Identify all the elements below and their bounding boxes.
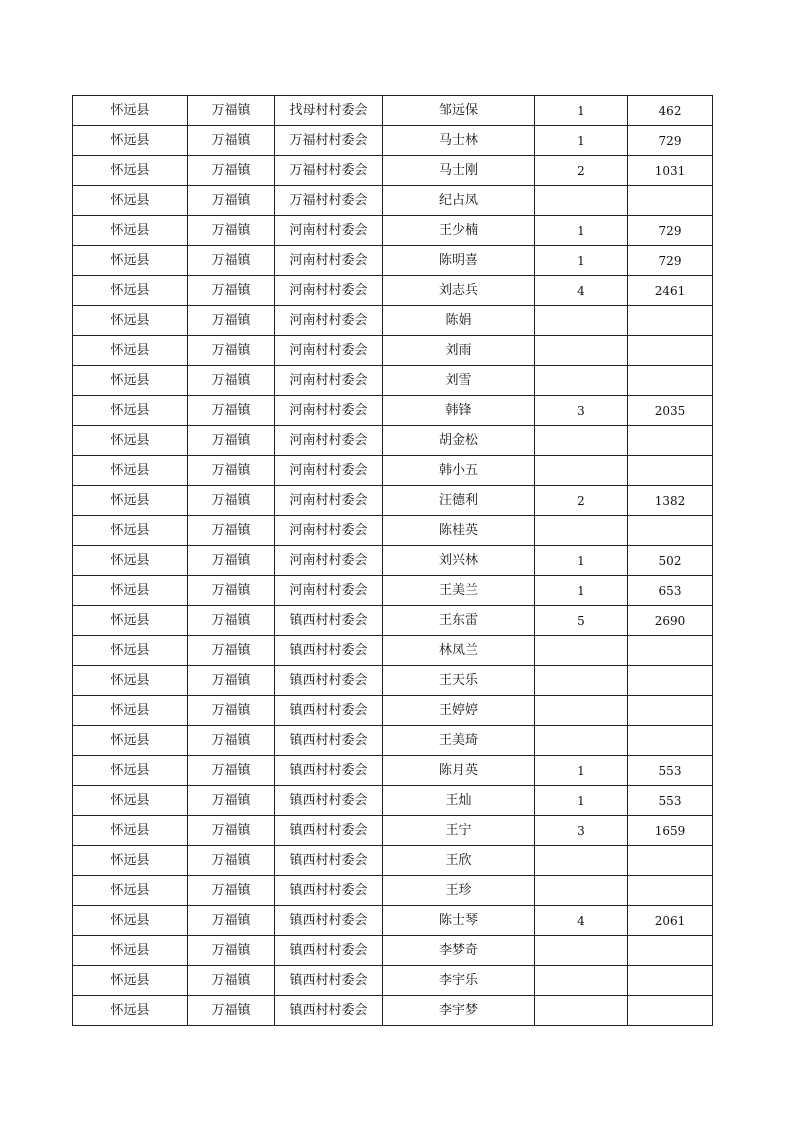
village-committee-cell: 河南村村委会 [275,396,383,426]
name-cell: 纪占凤 [383,186,535,216]
town-cell: 万福镇 [188,696,275,726]
county-cell: 怀远县 [73,756,188,786]
table-row [73,516,713,546]
town-cell: 万福镇 [188,126,275,156]
amount-cell [628,996,713,1026]
household-count-cell: 5 [535,606,628,636]
village-committee-cell: 镇西村村委会 [275,816,383,846]
county-cell: 怀远县 [73,846,188,876]
table-row [73,96,713,126]
amount-cell [628,966,713,996]
amount-cell [628,366,713,396]
county-cell: 怀远县 [73,306,188,336]
name-cell: 李宇乐 [383,966,535,996]
county-cell: 怀远县 [73,666,188,696]
town-cell: 万福镇 [188,726,275,756]
table-row [73,696,713,726]
village-committee-cell: 镇西村村委会 [275,906,383,936]
name-cell: 李梦奇 [383,936,535,966]
county-cell: 怀远县 [73,786,188,816]
table-row [73,846,713,876]
name-cell: 王灿 [383,786,535,816]
table-row [73,246,713,276]
county-cell: 怀远县 [73,126,188,156]
table-row [73,126,713,156]
table-row [73,306,713,336]
table-row [73,156,713,186]
amount-cell [628,456,713,486]
household-count-cell [535,936,628,966]
town-cell: 万福镇 [188,96,275,126]
name-cell: 刘雪 [383,366,535,396]
amount-cell [628,696,713,726]
table-row [73,456,713,486]
amount-cell: 502 [628,546,713,576]
table-row [73,186,713,216]
household-count-cell [535,846,628,876]
village-committee-cell: 河南村村委会 [275,426,383,456]
county-cell: 怀远县 [73,276,188,306]
table-row [73,216,713,246]
town-cell: 万福镇 [188,816,275,846]
amount-cell [628,726,713,756]
town-cell: 万福镇 [188,636,275,666]
village-committee-cell: 万福村村委会 [275,126,383,156]
village-committee-cell: 镇西村村委会 [275,696,383,726]
town-cell: 万福镇 [188,906,275,936]
household-count-cell: 2 [535,156,628,186]
village-committee-cell: 河南村村委会 [275,486,383,516]
town-cell: 万福镇 [188,186,275,216]
village-committee-cell: 镇西村村委会 [275,636,383,666]
county-cell: 怀远县 [73,726,188,756]
name-cell: 王东雷 [383,606,535,636]
household-count-cell [535,426,628,456]
household-count-cell [535,516,628,546]
village-committee-cell: 河南村村委会 [275,336,383,366]
village-committee-cell: 河南村村委会 [275,216,383,246]
town-cell: 万福镇 [188,546,275,576]
village-committee-cell: 镇西村村委会 [275,936,383,966]
town-cell: 万福镇 [188,756,275,786]
town-cell: 万福镇 [188,396,275,426]
household-count-cell: 1 [535,756,628,786]
table-row [73,816,713,846]
name-cell: 马士刚 [383,156,535,186]
household-count-cell: 3 [535,816,628,846]
county-cell: 怀远县 [73,906,188,936]
table-row [73,936,713,966]
county-cell: 怀远县 [73,96,188,126]
household-count-cell: 4 [535,276,628,306]
household-count-cell: 1 [535,576,628,606]
name-cell: 陈娟 [383,306,535,336]
county-cell: 怀远县 [73,156,188,186]
county-cell: 怀远县 [73,876,188,906]
county-cell: 怀远县 [73,516,188,546]
town-cell: 万福镇 [188,576,275,606]
village-committee-cell: 镇西村村委会 [275,876,383,906]
table-row [73,876,713,906]
table-row [73,426,713,456]
amount-cell [628,186,713,216]
village-committee-cell: 镇西村村委会 [275,606,383,636]
village-committee-cell: 河南村村委会 [275,366,383,396]
village-committee-cell: 河南村村委会 [275,246,383,276]
table-row [73,966,713,996]
amount-cell: 2461 [628,276,713,306]
village-committee-cell: 镇西村村委会 [275,996,383,1026]
town-cell: 万福镇 [188,996,275,1026]
county-cell: 怀远县 [73,456,188,486]
village-committee-cell: 万福村村委会 [275,186,383,216]
town-cell: 万福镇 [188,876,275,906]
amount-cell [628,336,713,366]
amount-cell: 653 [628,576,713,606]
county-cell: 怀远县 [73,216,188,246]
household-count-cell: 1 [535,126,628,156]
household-count-cell: 4 [535,906,628,936]
village-committee-cell: 万福村村委会 [275,156,383,186]
amount-cell [628,306,713,336]
table-row [73,906,713,936]
household-count-cell: 2 [535,486,628,516]
town-cell: 万福镇 [188,276,275,306]
town-cell: 万福镇 [188,366,275,396]
village-committee-cell: 镇西村村委会 [275,846,383,876]
name-cell: 陈明喜 [383,246,535,276]
county-cell: 怀远县 [73,696,188,726]
name-cell: 韩小五 [383,456,535,486]
name-cell: 王美琦 [383,726,535,756]
town-cell: 万福镇 [188,456,275,486]
amount-cell: 1659 [628,816,713,846]
county-cell: 怀远县 [73,636,188,666]
village-committee-cell: 镇西村村委会 [275,756,383,786]
household-count-cell [535,666,628,696]
town-cell: 万福镇 [188,336,275,366]
amount-cell [628,936,713,966]
household-count-cell [535,996,628,1026]
county-cell: 怀远县 [73,486,188,516]
town-cell: 万福镇 [188,606,275,636]
name-cell: 刘兴林 [383,546,535,576]
town-cell: 万福镇 [188,426,275,456]
village-committee-cell: 镇西村村委会 [275,666,383,696]
table-row [73,546,713,576]
household-count-cell [535,696,628,726]
amount-cell [628,516,713,546]
name-cell: 王美兰 [383,576,535,606]
amount-cell: 729 [628,216,713,246]
name-cell: 陈月英 [383,756,535,786]
amount-cell [628,876,713,906]
name-cell: 林凤兰 [383,636,535,666]
village-committee-cell: 镇西村村委会 [275,966,383,996]
name-cell: 陈桂英 [383,516,535,546]
household-count-cell [535,876,628,906]
county-cell: 怀远县 [73,966,188,996]
amount-cell [628,636,713,666]
town-cell: 万福镇 [188,966,275,996]
county-cell: 怀远县 [73,546,188,576]
roster-table-body [73,96,713,1026]
town-cell: 万福镇 [188,156,275,186]
name-cell: 王少楠 [383,216,535,246]
amount-cell [628,846,713,876]
name-cell: 刘志兵 [383,276,535,306]
village-committee-cell: 河南村村委会 [275,456,383,486]
town-cell: 万福镇 [188,486,275,516]
household-count-cell [535,336,628,366]
county-cell: 怀远县 [73,246,188,276]
name-cell: 王欣 [383,846,535,876]
county-cell: 怀远县 [73,186,188,216]
amount-cell: 462 [628,96,713,126]
table-row [73,636,713,666]
village-committee-cell: 河南村村委会 [275,276,383,306]
amount-cell: 729 [628,246,713,276]
village-committee-cell: 镇西村村委会 [275,726,383,756]
amount-cell: 553 [628,756,713,786]
amount-cell [628,426,713,456]
county-cell: 怀远县 [73,606,188,636]
household-count-cell [535,366,628,396]
name-cell: 陈士琴 [383,906,535,936]
table-row [73,396,713,426]
amount-cell [628,666,713,696]
town-cell: 万福镇 [188,786,275,816]
amount-cell: 2690 [628,606,713,636]
town-cell: 万福镇 [188,666,275,696]
village-committee-cell: 河南村村委会 [275,306,383,336]
amount-cell: 2035 [628,396,713,426]
table-row [73,276,713,306]
amount-cell: 729 [628,126,713,156]
table-row [73,336,713,366]
county-cell: 怀远县 [73,336,188,366]
name-cell: 汪德利 [383,486,535,516]
household-count-cell: 1 [535,96,628,126]
county-cell: 怀远县 [73,816,188,846]
table-row [73,486,713,516]
table-row [73,786,713,816]
household-count-cell: 3 [535,396,628,426]
table-row [73,576,713,606]
town-cell: 万福镇 [188,936,275,966]
household-count-cell [535,456,628,486]
town-cell: 万福镇 [188,306,275,336]
name-cell: 王天乐 [383,666,535,696]
village-committee-cell: 河南村村委会 [275,516,383,546]
amount-cell: 1382 [628,486,713,516]
household-count-cell: 1 [535,246,628,276]
amount-cell: 2061 [628,906,713,936]
county-cell: 怀远县 [73,936,188,966]
name-cell: 邹远保 [383,96,535,126]
table-row [73,366,713,396]
county-cell: 怀远县 [73,426,188,456]
table-row [73,726,713,756]
name-cell: 胡金松 [383,426,535,456]
name-cell: 李宇梦 [383,996,535,1026]
name-cell: 马士林 [383,126,535,156]
name-cell: 韩锋 [383,396,535,426]
name-cell: 王婷婷 [383,696,535,726]
household-count-cell [535,636,628,666]
county-cell: 怀远县 [73,996,188,1026]
name-cell: 刘雨 [383,336,535,366]
village-committee-cell: 河南村村委会 [275,546,383,576]
household-count-cell [535,726,628,756]
county-cell: 怀远县 [73,366,188,396]
town-cell: 万福镇 [188,516,275,546]
table-row [73,756,713,786]
household-count-cell [535,306,628,336]
table-row [73,996,713,1026]
town-cell: 万福镇 [188,246,275,276]
village-committee-cell: 找母村村委会 [275,96,383,126]
table-row [73,666,713,696]
household-count-cell [535,966,628,996]
village-committee-cell: 镇西村村委会 [275,786,383,816]
name-cell: 王宁 [383,816,535,846]
table-row [73,606,713,636]
name-cell: 王珍 [383,876,535,906]
household-count-cell [535,186,628,216]
county-cell: 怀远县 [73,576,188,606]
household-count-cell: 1 [535,546,628,576]
roster-table [72,95,713,1026]
village-committee-cell: 河南村村委会 [275,576,383,606]
county-cell: 怀远县 [73,396,188,426]
amount-cell: 553 [628,786,713,816]
town-cell: 万福镇 [188,216,275,246]
town-cell: 万福镇 [188,846,275,876]
household-count-cell: 1 [535,786,628,816]
household-count-cell: 1 [535,216,628,246]
amount-cell: 1031 [628,156,713,186]
